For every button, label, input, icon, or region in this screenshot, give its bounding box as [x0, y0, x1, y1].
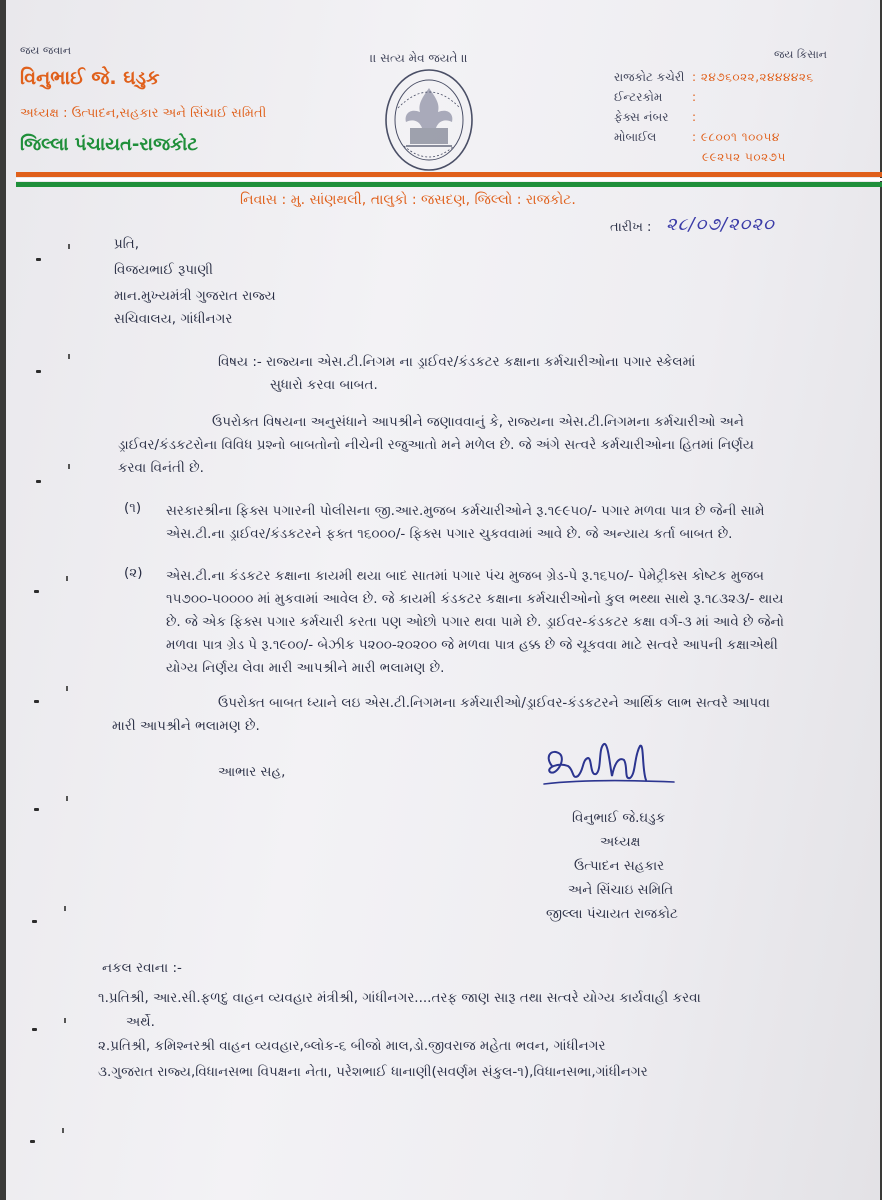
point-text-1: સરકારશ્રીના ફિક્સ પગારની પોલીસના જી.આર.મુજબ કર્મચારીઓને રૂ.૧૯૯૫૦/- પગાર મળવા પાત્ર છે જેની સામે એસ.ટી.ના ડ્રાઈવર/કંડકટરને ફક્ત ૧૬૦૦૦/- ફિક્સ પગાર ચુકવવામાં આવે છે. જે અન્યાય કર્તા બાબત છે. — [166, 503, 765, 542]
district-panchayat-seal-icon — [384, 68, 474, 172]
sender-name: વિનુભાઈ જે. ઘડુક — [20, 67, 160, 89]
sender-designation: અધ્યક્ષ : ઉત્પાદન,સહકાર અને સિંચાઈ સમિતી — [20, 106, 267, 121]
contact-value-intercom: : — [692, 90, 697, 104]
contact-label-office: રાજકોટ કચેરી — [614, 70, 685, 84]
punch-tick — [62, 1128, 64, 1133]
punch-mark — [36, 370, 41, 373]
recipient-to: પ્રતિ, — [114, 236, 140, 252]
point-number-1: (૧) — [124, 500, 142, 516]
contact-label-mobile: મોબાઈલ — [614, 130, 657, 144]
subject-line-2: સુધારો કરવા બાબત. — [270, 377, 378, 393]
punch-tick — [66, 686, 68, 691]
slogan-right: જય કિસાન — [774, 48, 827, 61]
date-value: ૨૮/૦૭/૨૦૨૦ — [666, 214, 775, 235]
punch-mark — [36, 258, 41, 261]
punch-mark — [34, 808, 39, 811]
slogan-left: જય જવાન — [20, 44, 72, 57]
punch-tick — [64, 906, 66, 911]
motto: ।। સત્ય મેવ જયતે ।। — [370, 51, 468, 65]
copy-item-2: ૨.પ્રતિશ્રી, કમિશ્નરશ્રી વાહન વ્યવહાર,બ્લોક-૬ બીજો માલ,ડો.જીવરાજ મહેતા ભવન, ગાંધીનગર — [98, 1038, 606, 1054]
copy-heading: નકલ રવાના :- — [102, 960, 182, 976]
contact-value-mobile-2: ૯૯૨૫૨ ૫૦૨૭૫ — [702, 150, 786, 164]
point-text-2: એસ.ટી.ના કંડકટર કક્ષાના કાયમી થયા બાદ સાતમાં પગાર પંચ મુજબ ગ્રેડ-પે રૂ.૧૬૫૦/- પેમેટ્રીક્સ કોષ્ટક મુજબ ૧૫૭૦૦-૫૦૦૦૦ માં મુકવામાં આવેલ છે. જે કાયમી કંડકટર કક્ષાના કર્મચારીઓનો કુલ ભથ્થા સાથે રૂ.૧૮૩૨૩/- થાય છે. જે એક ફિક્સ પગાર કર્મચારી કરતા પણ ઓછો પગાર થવા પામે છે. ડ્રાઈવર-કંડકટર કક્ષા વર્ગ-૩ માં આવે છે જેનો મળવા પાત્ર ગ્રેડ પે રૂ.૧૯૦૦/- બેઝીક ૫૨૦૦-૨૦૨૦૦ જે મળવા પાત્ર હક્ક છે જે ચૂકવવા માટે સત્વરે આપની કક્ષાએથી યોગ્ય નિર્ણય લેવા મારી આપશ્રીને મારી ભલામણ છે. — [166, 568, 784, 676]
punch-tick — [64, 1018, 66, 1023]
contact-value-office: : ૨૪૭૬૦૨૨,૨૪૪૪૪૨૬ — [692, 70, 814, 84]
closing-paragraph: ઉપરોક્ત બાબત ધ્યાને લઇ એસ.ટી.નિગમના કર્મચારીઓ/ડ્રાઈવર-કંડકટરને આર્થિક લાભ સત્વરે આપવા મારી આપશ્રીને ભલામણ છે. — [112, 695, 770, 734]
punch-tick — [68, 354, 70, 359]
point-number-2: (૨) — [124, 565, 143, 581]
punch-mark — [34, 700, 39, 703]
punch-tick — [66, 576, 68, 581]
recipient-name: વિજયભાઈ રૂપાણી — [114, 262, 213, 278]
contact-label-intercom: ઈન્ટરકોમ — [614, 90, 663, 104]
recipient-title: માન.મુખ્યમંત્રી ગુજરાત રાજ્ય — [114, 288, 276, 304]
punch-mark — [32, 1028, 37, 1031]
punch-mark — [34, 590, 39, 593]
signatory-line-3: ઉત્પાદન સહકાર — [574, 858, 665, 874]
letter-page — [6, 0, 880, 1200]
copy-item-1-cont: અર્થે. — [126, 1014, 155, 1030]
signatory-line-2: અધ્યક્ષ — [600, 834, 641, 850]
date-label: તારીખ : — [610, 220, 652, 235]
copy-item-3: ૩.ગુજરાત રાજ્ય,વિધાનસભા વિપક્ષના નેતા, પરેશભાઈ ધાનાણી(સવર્ણમ સંકુલ-૧),વિધાનસભા,ગાંધીનગર — [98, 1064, 648, 1080]
punch-tick — [66, 796, 68, 801]
recipient-office: સચિવાલય, ગાંધીનગર — [114, 311, 233, 327]
copy-item-1: ૧.પ્રતિશ્રી, આર.સી.ફળદુ વાહન વ્યવહાર મંત્રીશ્રી, ગાંધીનગર....તરફ જાણ સારૂ તથા સત્વરે યોગ્ય કાર્યવાહી કરવા — [98, 990, 701, 1006]
punch-mark — [30, 1140, 35, 1143]
saffron-stripe — [16, 172, 882, 177]
intro-paragraph: ઉપરોક્ત વિષયના અનુસંધાને આપશ્રીને જણાવવાનું કે, રાજ્યના એસ.ટી.નિગમના કર્મચારીઓ અને ડ્રાઈવર/કંડકટરોના વિવિધ પ્રશ્નો બાબતોનો નીચેની રજુઆતો મને મળેલ છે. જે અંગે સત્વરે કર્મચારીઓના હિતમાં નિર્ણય કરવા વિનંતી છે. — [118, 414, 754, 476]
subject-line-1: વિષય :- રાજ્યના એસ.ટી.નિગમ ના ડ્રાઈવર/કંડકટર કક્ષાના કર્મચારીઓના પગાર સ્કેલમાં — [218, 354, 696, 370]
green-stripe — [16, 182, 882, 187]
contact-label-fax: ફેક્સ નંબર — [614, 110, 669, 124]
punch-mark — [36, 480, 41, 483]
contact-value-mobile-1: : ૯૮૦૦૧ ૧૦૦૫૪ — [692, 130, 780, 144]
signatory-line-5: જીલ્લા પંચાયત રાજકોટ — [546, 906, 678, 922]
white-stripe — [16, 178, 882, 181]
punch-mark — [32, 920, 37, 923]
punch-tick — [68, 464, 70, 469]
signatory-line-4: અને સિંચાઇ સમિતિ — [568, 882, 674, 898]
regards: આભાર સહ, — [218, 764, 286, 780]
residence-line: નિવાસ : મુ. સાંણથલી, તાલુકો : જસદણ, જિલ્લો : રાજકોટ. — [240, 192, 576, 208]
sender-district: જિલ્લા પંચાયત-રાજકોટ — [20, 134, 198, 155]
handwritten-signature-icon — [538, 736, 678, 800]
signatory-name: વિનુભાઈ જે.ઘડુક — [572, 810, 666, 826]
punch-tick — [68, 244, 70, 249]
contact-value-fax: : — [692, 110, 697, 124]
